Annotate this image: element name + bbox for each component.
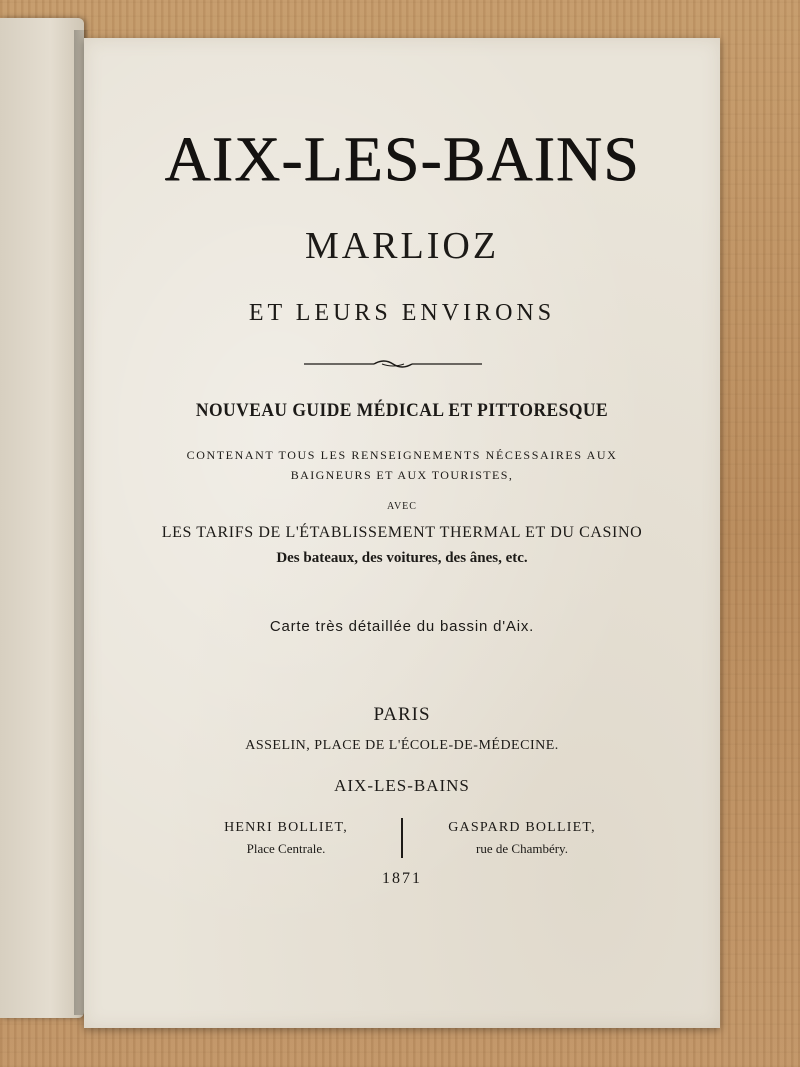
publisher-left (176, 818, 396, 860)
book-title: AIX-LES-BAINS (164, 123, 640, 194)
publisher-right (412, 818, 632, 860)
carte-line: Carte très détaillée du bassin d'Aix. (269, 618, 535, 635)
publisher-divider (401, 818, 403, 858)
city-paris: PARIS (373, 704, 431, 725)
publisher-right-address: rue de Chambéry. (476, 841, 568, 856)
description-line-2: BAIGNEURS ET AUX TOURISTES, (290, 468, 514, 482)
book-subtitle-environs: ET LEURS ENVIRONS (248, 300, 556, 326)
left-page-edge (0, 18, 84, 1018)
tarifs-line: LES TARIFS DE L'ÉTABLISSEMENT THERMAL ET DU CASINO (161, 524, 643, 541)
publication-year: 1871 (382, 870, 422, 887)
guide-heading: NOUVEAU GUIDE MÉDICAL ET PITTORESQUE (195, 400, 609, 421)
publisher-asselin: ASSELIN, PLACE DE L'ÉCOLE-DE-MÉDECINE. (245, 738, 559, 753)
publisher-left-address: Place Centrale. (246, 841, 326, 856)
publisher-left-name: HENRI BOLLIET, (224, 820, 348, 835)
publisher-right-name: GASPARD BOLLIET, (448, 820, 596, 835)
description-line-1: CONTENANT TOUS LES RENSEIGNEMENTS NÉCESSAIRES AUX (186, 448, 618, 462)
avec-label: AVEC (387, 501, 417, 512)
city-aix-les-bains: AIX-LES-BAINS (334, 776, 470, 795)
bateaux-line: Des bateaux, des voitures, des ânes, etc. (276, 550, 528, 566)
book-subtitle: MARLIOZ (304, 225, 500, 267)
ornamental-rule-icon (304, 358, 482, 370)
title-page (84, 38, 720, 1028)
